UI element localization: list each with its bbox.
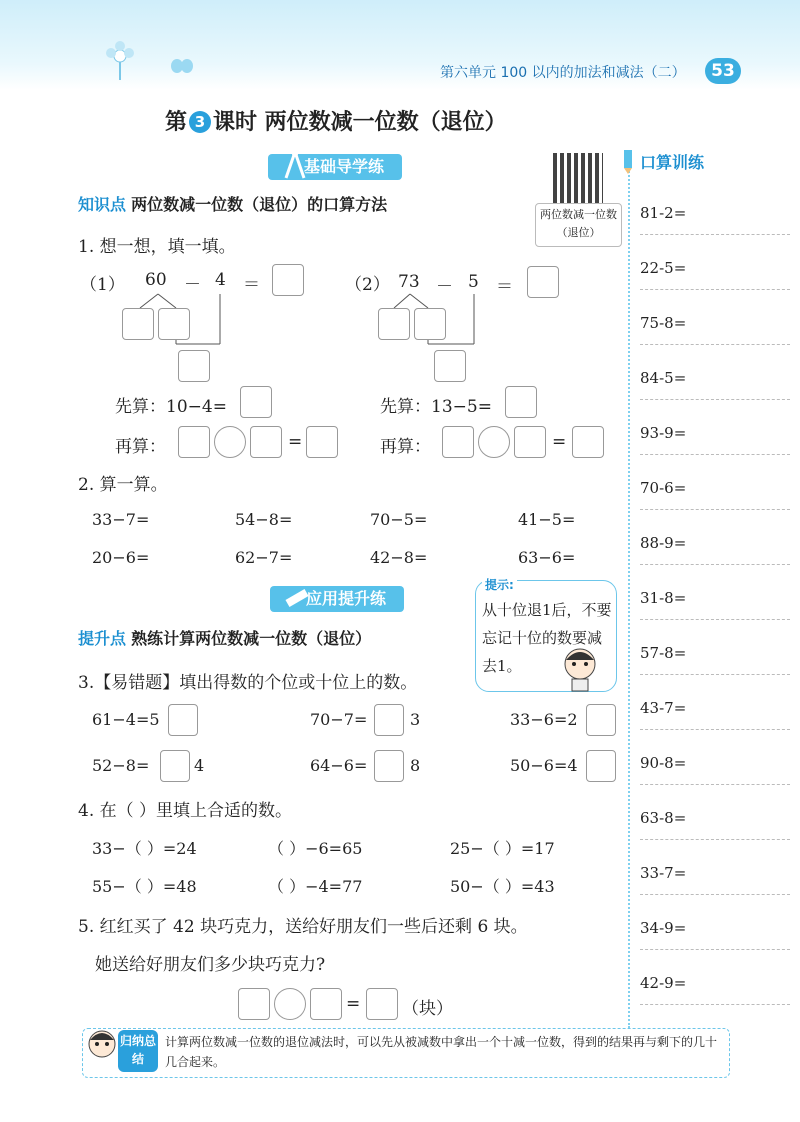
split-box[interactable] — [122, 308, 154, 340]
operator-circle[interactable] — [274, 988, 306, 1020]
question-4-title: 4. 在（ ）里填上合适的数。 — [78, 801, 293, 821]
calc-item: 33−7= — [92, 510, 150, 529]
banner-label: 应用提升练 — [306, 589, 387, 608]
q1-part2-first — [380, 392, 492, 417]
operator-circle[interactable] — [214, 426, 246, 458]
q1-part2-label: （2） — [345, 275, 390, 295]
digit-box[interactable] — [586, 750, 616, 782]
answer-box[interactable] — [366, 988, 398, 1020]
improvement-point-tag: 提升点 — [78, 629, 127, 648]
qr-label: 两位数减一位数（退位） — [535, 203, 622, 247]
digit-box[interactable] — [374, 750, 404, 782]
title-prefix: 第 — [165, 110, 188, 135]
mental-math-item: 42-9= — [640, 966, 790, 1005]
lesson-number: 3 — [189, 111, 211, 133]
mental-math-item: 70-6= — [640, 471, 790, 510]
page-number: 53 — [705, 58, 741, 84]
q1-part2-eq: ＝ — [496, 277, 513, 297]
mental-math-title: 口算训练 — [640, 153, 705, 172]
calc-item: 70−5= — [370, 510, 428, 529]
fill-digit-after: 4 — [194, 756, 205, 775]
q1-part2-then-label: 再算： — [380, 437, 431, 457]
fill-digit-before: 64−6= — [310, 756, 368, 775]
mental-math-item: 43-7= — [640, 691, 790, 730]
banner-label: 基础导学练 — [304, 157, 385, 176]
answer-box[interactable] — [572, 426, 604, 458]
fill-digit-before: 52−8= — [92, 756, 150, 775]
answer-box[interactable] — [238, 988, 270, 1020]
operator-circle[interactable] — [478, 426, 510, 458]
q1-part1-a: 60 — [145, 270, 167, 290]
answer-box[interactable] — [310, 988, 342, 1020]
eq-sign: = — [288, 432, 303, 452]
q1-part1-label: （1） — [80, 275, 125, 295]
mental-math-item: 84-5= — [640, 361, 790, 400]
fill-before: 61−4=5 — [92, 710, 160, 729]
answer-box[interactable] — [250, 426, 282, 458]
summary-text: 计算两位数减一位数的退位减法时，可以先从被减数中拿出一个十减一位数，得到的结果再与剩下的几十几合起来。 — [165, 1035, 718, 1069]
cartoon-boy-icon — [86, 1028, 118, 1074]
mental-math-item: 34-9= — [640, 911, 790, 950]
fill-paren-item[interactable]: （ ）−4=77 — [268, 877, 363, 896]
split-box[interactable] — [378, 308, 410, 340]
calc-item: 41−5= — [518, 510, 576, 529]
unit-label: （块） — [402, 999, 453, 1019]
split-box[interactable] — [178, 350, 210, 382]
pencil-icon — [618, 148, 638, 174]
fill-paren-item[interactable]: 33−（ ）=24 — [92, 839, 197, 858]
cartoon-boy-icon — [560, 646, 600, 692]
summary-tag: 归纳总结 — [118, 1030, 158, 1072]
split-box[interactable] — [158, 308, 190, 340]
q1-part1-then-label: 再算： — [115, 437, 166, 457]
lesson-title — [165, 105, 507, 136]
digit-box[interactable] — [374, 704, 404, 736]
answer-box[interactable] — [178, 426, 210, 458]
knowledge-point-text: 两位数减一位数（退位）的口算方法 — [131, 195, 388, 214]
answer-box[interactable] — [505, 386, 537, 418]
fill-digit-after: 3 — [410, 710, 421, 729]
mental-math-item: 31-8= — [640, 581, 790, 620]
butterfly-icon — [170, 58, 194, 78]
fill-paren-item[interactable]: 55−（ ）=48 — [92, 877, 197, 896]
fill-digit-after: 8 — [410, 756, 421, 775]
calc-item: 63−6= — [518, 548, 576, 567]
answer-box[interactable] — [527, 266, 559, 298]
mental-math-item: 75-8= — [640, 306, 790, 345]
knowledge-point-tag: 知识点 — [78, 195, 127, 214]
question-2-title: 2. 算一算。 — [78, 475, 168, 495]
q1-part1-eq: ＝ — [243, 275, 260, 295]
mental-math-item: 33-7= — [640, 856, 790, 895]
fill-digit-before: 50−6=4 — [510, 756, 578, 775]
tip-head: 提示: — [482, 576, 517, 593]
split-box[interactable] — [414, 308, 446, 340]
eq-sign: = — [346, 994, 361, 1014]
fill-paren-item[interactable]: （ ）−6=65 — [268, 839, 363, 858]
q1-part2-b: 5 — [468, 272, 479, 292]
fill-paren-item[interactable]: 50−（ ）=43 — [450, 877, 555, 896]
title-suffix: 课时 两位数减一位数（退位） — [213, 110, 507, 135]
mental-math-item: 90-8= — [640, 746, 790, 785]
q1-part1-op: － — [184, 275, 201, 295]
right-column-divider — [628, 168, 630, 1028]
question-5-prompt: 她送给好朋友们多少块巧克力? — [95, 955, 326, 975]
fill-digit-item — [92, 710, 160, 729]
ruler-icon — [284, 584, 310, 612]
q1-part2-a: 73 — [398, 272, 420, 292]
question-1-title: 1. 想一想，填一填。 — [78, 237, 236, 257]
mental-math-item: 63-8= — [640, 801, 790, 840]
digit-box[interactable] — [160, 750, 190, 782]
q1-part1-b: 4 — [215, 270, 226, 290]
qr-code[interactable] — [553, 153, 603, 203]
first-label: 先算： — [380, 397, 431, 417]
question-3-title: 3.【易错题】填出得数的个位或十位上的数。 — [78, 673, 418, 693]
answer-box[interactable] — [306, 426, 338, 458]
question-5-title: 5. 红红买了 42 块巧克力，送给好朋友们一些后还剩 6 块。 — [78, 917, 528, 937]
answer-box[interactable] — [514, 426, 546, 458]
mental-math-item: 57-8= — [640, 636, 790, 675]
first-expr: 13−5= — [431, 397, 492, 417]
knowledge-point — [78, 192, 387, 215]
first-label: 先算： — [115, 397, 166, 417]
mental-math-item: 81-2= — [640, 196, 790, 235]
digit-box[interactable] — [586, 704, 616, 736]
flower-icon — [100, 40, 140, 80]
answer-box[interactable] — [442, 426, 474, 458]
mental-math-item: 88-9= — [640, 526, 790, 565]
calc-item: 54−8= — [235, 510, 293, 529]
answer-box[interactable] — [240, 386, 272, 418]
tip-body: 从十位退1后，不要忘记十位的数要减去1。 — [482, 601, 612, 675]
fill-digit-before: 70−7= — [310, 710, 368, 729]
calc-item: 62−7= — [235, 548, 293, 567]
compass-icon — [282, 150, 308, 180]
q1-part1-first — [115, 392, 227, 417]
q1-part2-op: － — [436, 277, 453, 297]
split-box[interactable] — [434, 350, 466, 382]
eq-sign: = — [552, 432, 567, 452]
mental-math-item: 22-5= — [640, 251, 790, 290]
header-unit-title: 第六单元 100 以内的加法和减法（二） — [440, 65, 686, 81]
digit-box[interactable] — [168, 704, 198, 736]
improvement-point — [78, 626, 371, 649]
first-expr: 10−4= — [166, 397, 227, 417]
mental-math-item: 93-9= — [640, 416, 790, 455]
calc-item: 42−8= — [370, 548, 428, 567]
answer-box[interactable] — [272, 264, 304, 296]
fill-digit-before: 33−6=2 — [510, 710, 578, 729]
calc-item: 20−6= — [92, 548, 150, 567]
fill-paren-item[interactable]: 25−（ ）=17 — [450, 839, 555, 858]
improvement-point-text: 熟练计算两位数减一位数（退位） — [131, 629, 372, 648]
